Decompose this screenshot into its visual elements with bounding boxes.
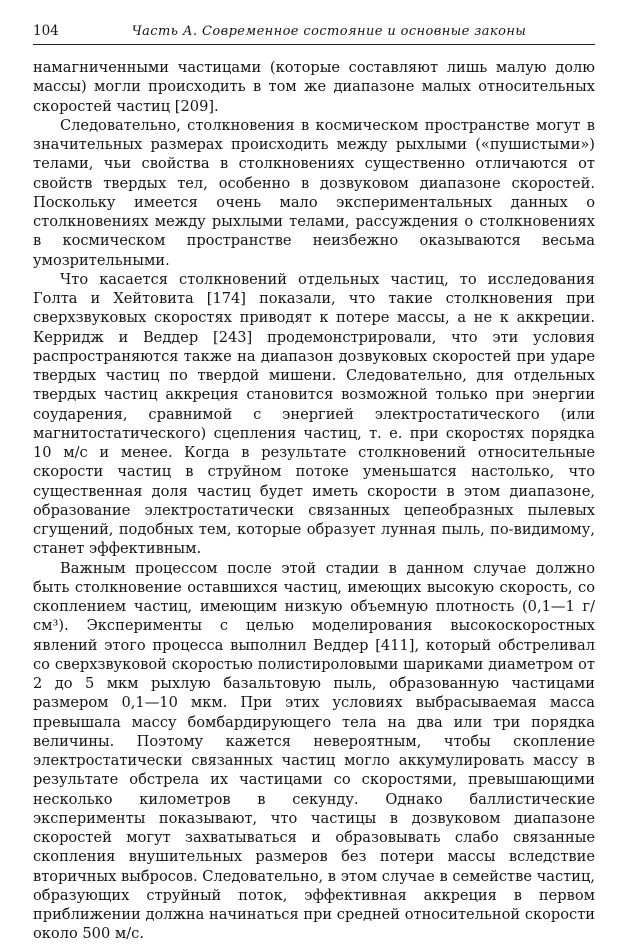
page-number: 104 — [33, 23, 59, 39]
paragraph-collisions-loose-bodies: Следовательно, столкновения в космическом пространстве могут в значительных размерах происходить между рыхлыми («пушистыми») телами, чьи свойства в столкновениях существенно отличаются от свойств твердых тел, особенно в дозвуковом диапазоне скоростей. Поскольку имеется очень мало экспериментальных данных о столкновениях между рыхлыми телами, рассуждения о столкновениях в космическом пространстве неизбежно оказываются весьма умозрительными. — [33, 116, 595, 269]
running-title: Часть А. Современное состояние и основные законы — [131, 24, 527, 39]
book-page — [33, 22, 595, 944]
paragraph-continuation: намагниченными частицами (которые составляют лишь малую долю массы) могли происходить в том же диапазоне малых относительных скоростей частиц [209]. — [33, 59, 595, 115]
running-header — [33, 22, 595, 45]
body-text — [33, 58, 595, 944]
paragraph-accretion-experiments: Важным процессом после этой стадии в данном случае должно быть столкновение оставшихся частиц, имеющих высокую скорость, со скоплением частиц, имеющим низкую объемную плотность (0,1—1 г/см³). Эксперименты с целью моделирования высокоскоростных явлений этого процесса выполнил Веддер [411], который обстреливал со сверхзвуковой скоростью полистироловыми шариками диаметром от 2 до 5 мкм рыхлую базальтовую пыль, образованную частицами размером 0,1—10 мкм. При этих условиях выбрасываемая масса превышала массу бомбардирующего тела на два или три порядка величины. Поэтому кажется невероятным, чтобы скопление электростатически связанных частиц могло аккумулировать массу в результате обстрела их частицами со скоростями, превышающими несколько километров в секунду. Однако баллистические эксперименты показывают, что частицы в дозвуковом диапазоне скоростей могут захватываться и образовывать слабо связанные скопления внушительных размеров без потери массы вследствие вторичных выбросов. Следовательно, в этом случае в семействе частиц, образующих струйный поток, эффективная аккреция в первом приближении должна начинаться при средней относительной скорости около 500 м/с. — [33, 559, 595, 943]
paragraph-single-particle-collisions: Что касается столкновений отдельных частиц, то исследования Голта и Хейтовита [174] показали, что такие столкновения при сверхзвуковых скоростях приводят к потере массы, а не к аккреции. Керридж и Веддер [243] продемонстрировали, что эти условия распространяются также на диапазон дозвуковых скоростей при ударе твердых частиц по твердой мишени. Следовательно, для отдельных твердых частиц аккреция становится возможной только при энергии соударения, сравнимой с энергией электростатического (или магнитостатического) сцепления частиц, т. е. при скоростях порядка 10 м/с и менее. Когда в результате столкновений относительные скорости частиц в струйном потоке уменьшатся настолько, что существенная доля частиц будет иметь скорости в этом диапазоне, образование электростатически связанных цепеобразных пылевых сгущений, подобных тем, которые образует лунная пыль, по-видимому, станет эффективным. — [33, 270, 595, 558]
